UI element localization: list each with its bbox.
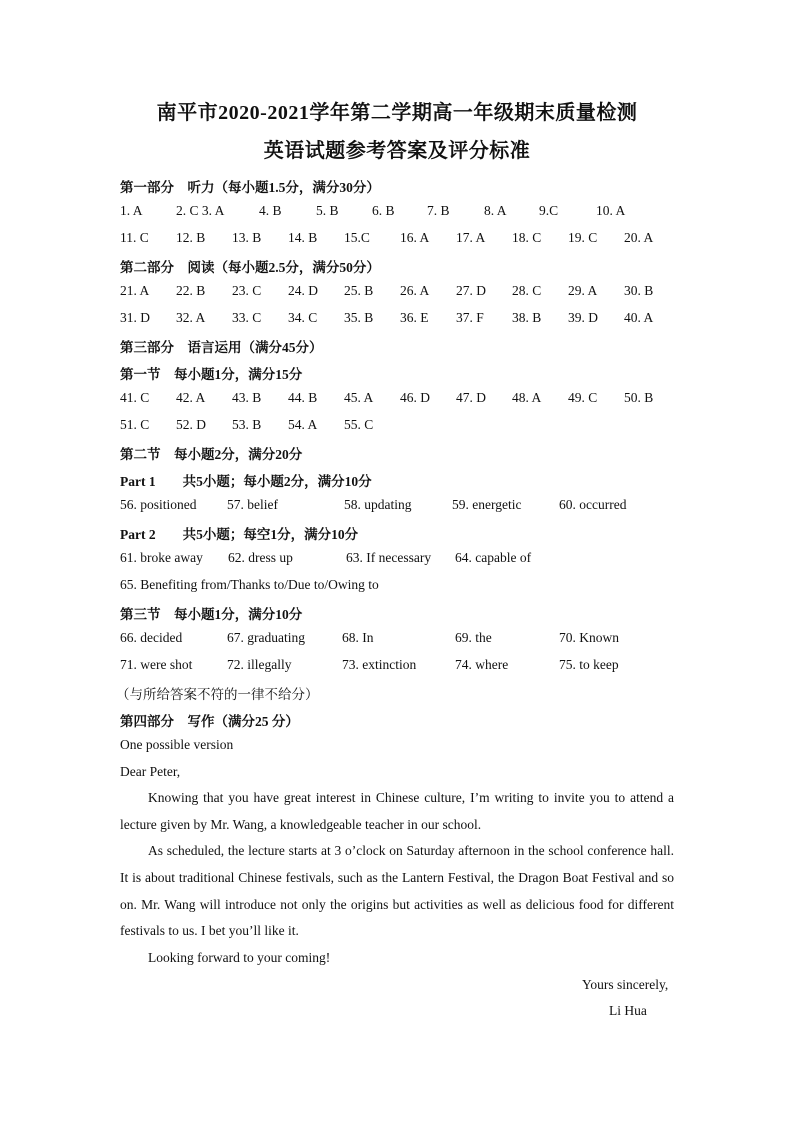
section2-heading: 第二节 每小题2分，满分20分 <box>120 447 303 462</box>
answer-item: 63. If necessary <box>346 550 432 565</box>
answer-item: 33. C <box>232 310 262 325</box>
answer-item: 53. B <box>232 417 262 432</box>
section2-part1-heading: Part 1 共5小题；每小题2分，满分10分 <box>120 474 372 489</box>
answer-item: 75. to keep <box>559 657 619 672</box>
answer-item: 1. A <box>120 203 143 218</box>
answer-item: 4. B <box>259 203 282 218</box>
answer-item: 69. the <box>455 630 492 645</box>
answer-item: 9.C <box>539 203 559 218</box>
letter-signature: Li Hua <box>609 1003 647 1018</box>
answer-item: 58. updating <box>344 497 412 512</box>
answer-item: 17. A <box>456 230 486 245</box>
letter-paragraph: As scheduled, the lecture starts at 3 o’clock on Saturday afternoon in the school conference hall. It is about traditional Chinese festivals, such as the Lantern Festival, the Dragon Boat Festival and so on. Mr. Wang will introduce not only the origins but activities as well as delicious food for different festivals to us. I bet you’ll like it. <box>120 843 674 939</box>
answer-item: 30. B <box>624 283 654 298</box>
answer-item: 24. D <box>288 283 318 298</box>
answer-item: 48. A <box>512 390 542 405</box>
answer-item: 71. were shot <box>120 657 193 672</box>
part1-heading: 第一部分 听力（每小题1.5分，满分30分） <box>120 180 380 195</box>
answer-item: 72. illegally <box>227 657 292 672</box>
section3-heading: 第三节 每小题1分，满分10分 <box>120 607 303 622</box>
answer-item: 38. B <box>512 310 542 325</box>
answer-item: 74. where <box>455 657 509 672</box>
answer-item: 40. A <box>624 310 654 325</box>
answer-item: 18. C <box>512 230 542 245</box>
answer-item: 15.C <box>344 230 370 245</box>
answer-item: 20. A <box>624 230 654 245</box>
answer-item: 50. B <box>624 390 654 405</box>
answer-item: 35. B <box>344 310 374 325</box>
answer-item: 26. A <box>400 283 430 298</box>
answer-item: 25. B <box>344 283 374 298</box>
part4-heading: 第四部分 写作（满分25 分） <box>120 714 299 729</box>
answer-item: 7. B <box>427 203 450 218</box>
answer-item: 43. B <box>232 390 262 405</box>
answer-item: 39. D <box>568 310 598 325</box>
answer-item: 36. E <box>400 310 429 325</box>
answer-item: 22. B <box>176 283 206 298</box>
answer-item: 14. B <box>288 230 318 245</box>
answer-item: 44. B <box>288 390 318 405</box>
answer-item: 34. C <box>288 310 318 325</box>
answer-item: 29. A <box>568 283 598 298</box>
answer-item: 56. positioned <box>120 497 197 512</box>
answer-item: 13. B <box>232 230 262 245</box>
part2-heading: 第二部分 阅读（每小题2.5分，满分50分） <box>120 260 380 275</box>
answer-item: 64. capable of <box>455 550 532 565</box>
answer-item: 55. C <box>344 417 374 432</box>
answer-item: 23. C <box>232 283 262 298</box>
letter-paragraph: Knowing that you have great interest in Chinese culture, I’m writing to invite you to attend a lecture given by Mr. Wang, a knowledgeable teacher in our school. <box>120 790 674 832</box>
answer-item: 62. dress up <box>228 550 293 565</box>
page-subtitle: 英语试题参考答案及评分标准 <box>263 140 531 162</box>
page-title: 南平市2020-2021学年第二学期高一年级期末质量检测 <box>156 102 638 124</box>
answer-item: 49. C <box>568 390 598 405</box>
answer-item: 51. C <box>120 417 150 432</box>
answer-item: 47. D <box>456 390 486 405</box>
answer-item: 8. A <box>484 203 507 218</box>
answer-item: 54. A <box>288 417 318 432</box>
answer-item: 66. decided <box>120 630 183 645</box>
sample-version-label: One possible version <box>120 737 234 752</box>
answer-item: 59. energetic <box>452 497 522 512</box>
part3-heading: 第三部分 语言运用（满分45分） <box>120 340 323 355</box>
section1-heading: 第一节 每小题1分，满分15分 <box>120 367 303 382</box>
answer-item: 21. A <box>120 283 150 298</box>
answer-item: 45. A <box>344 390 374 405</box>
answer-item: 67. graduating <box>227 630 305 645</box>
letter-paragraph: Looking forward to your coming! <box>148 950 331 965</box>
answer-item: 28. C <box>512 283 542 298</box>
answer-item: 60. occurred <box>559 497 627 512</box>
answer-item: 2. C 3. A <box>176 203 225 218</box>
answer-item: 11. C <box>120 230 149 245</box>
answer-item: 65. Benefiting from/Thanks to/Due to/Owing to <box>120 577 379 592</box>
answer-item: 52. D <box>176 417 206 432</box>
section2-part2-heading: Part 2 共5小题；每空1分，满分10分 <box>120 527 359 542</box>
answer-item: 61. broke away <box>120 550 203 565</box>
answer-item: 57. belief <box>227 497 278 512</box>
letter-greeting: Dear Peter, <box>120 764 181 779</box>
answer-item: 31. D <box>120 310 150 325</box>
answer-item: 5. B <box>316 203 339 218</box>
answer-item: 68. In <box>342 630 374 645</box>
answer-item: 10. A <box>596 203 626 218</box>
answer-item: 6. B <box>372 203 395 218</box>
answer-item: 70. Known <box>559 630 619 645</box>
answer-item: 46. D <box>400 390 430 405</box>
answer-item: 42. A <box>176 390 206 405</box>
answer-item: 73. extinction <box>342 657 417 672</box>
answer-item: 16. A <box>400 230 430 245</box>
grading-note: （与所给答案不符的一律不给分） <box>116 687 319 702</box>
answer-item: 41. C <box>120 390 150 405</box>
answer-item: 19. C <box>568 230 598 245</box>
letter-closing: Yours sincerely, <box>582 977 669 992</box>
answer-item: 27. D <box>456 283 486 298</box>
answer-item: 32. A <box>176 310 206 325</box>
answer-item: 12. B <box>176 230 206 245</box>
answer-item: 37. F <box>456 310 484 325</box>
